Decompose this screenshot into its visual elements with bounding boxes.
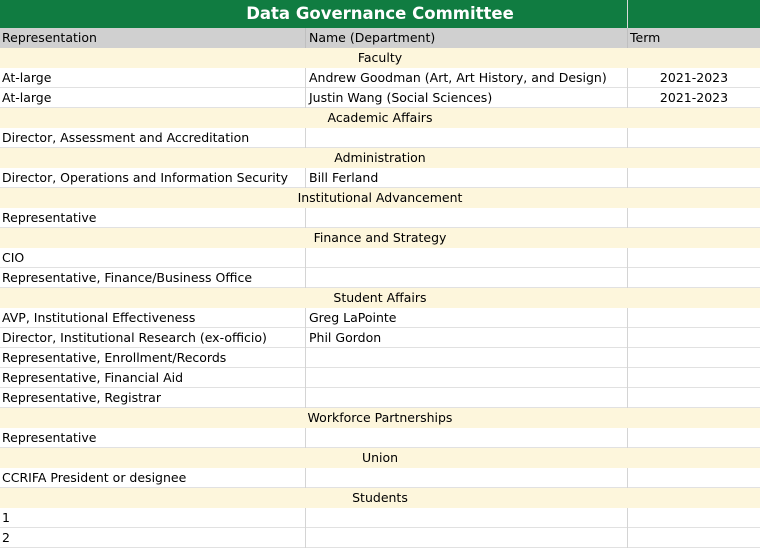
section-row[interactable] [0, 188, 760, 208]
term-cell[interactable] [627, 528, 760, 548]
section-row[interactable] [0, 288, 760, 308]
term-cell[interactable] [627, 168, 760, 188]
representation-cell[interactable]: Director, Institutional Research (ex-officio) [2, 330, 267, 345]
representation-cell[interactable]: At-large [2, 90, 52, 105]
section-label: Union [361, 450, 399, 465]
name-cell[interactable] [305, 128, 627, 148]
term-cell[interactable] [627, 368, 760, 388]
name-cell[interactable]: Andrew Goodman (Art, Art History, and Design) [305, 68, 627, 88]
representation-cell[interactable]: CIO [2, 250, 25, 265]
table-row [0, 68, 760, 88]
header-term[interactable]: Term [627, 28, 760, 48]
term-cell[interactable]: 2021-2023 [627, 88, 760, 108]
name-cell[interactable] [305, 528, 627, 548]
representation-cell[interactable]: Representative [2, 210, 97, 225]
section-row[interactable] [0, 108, 760, 128]
section-label: Institutional Advancement [297, 190, 463, 205]
grid-line [627, 0, 628, 28]
name-cell[interactable]: Bill Ferland [305, 168, 627, 188]
term-cell[interactable] [627, 388, 760, 408]
name-cell[interactable] [305, 508, 627, 528]
table-row [0, 168, 760, 188]
name-cell[interactable] [305, 428, 627, 448]
representation-cell[interactable]: Representative, Finance/Business Office [2, 270, 253, 285]
term-cell[interactable] [627, 248, 760, 268]
term-cell[interactable] [627, 348, 760, 368]
table-row [0, 468, 760, 488]
representation-cell[interactable]: 1 [2, 510, 10, 525]
section-row[interactable] [0, 228, 760, 248]
section-row[interactable] [0, 408, 760, 428]
name-cell[interactable] [305, 208, 627, 228]
section-row[interactable] [0, 148, 760, 168]
table-body [0, 48, 760, 548]
section-label: Administration [334, 150, 426, 165]
table-row [0, 328, 760, 348]
representation-cell[interactable]: Director, Operations and Information Security [2, 170, 289, 185]
sheet-title: Data Governance Committee [246, 4, 514, 23]
table-row [0, 428, 760, 448]
term-cell[interactable] [627, 208, 760, 228]
term-cell[interactable] [627, 508, 760, 528]
section-label: Student Affairs [333, 290, 427, 305]
name-cell[interactable]: Greg LaPointe [305, 308, 627, 328]
section-label: Academic Affairs [327, 110, 433, 125]
section-label: Students [352, 490, 408, 505]
table-row [0, 388, 760, 408]
table-row [0, 248, 760, 268]
section-row[interactable] [0, 488, 760, 508]
table-row [0, 308, 760, 328]
term-cell[interactable] [627, 128, 760, 148]
section-label: Faculty [357, 50, 403, 65]
table-row [0, 208, 760, 228]
term-cell[interactable] [627, 268, 760, 288]
representation-cell[interactable]: CCRIFA President or designee [2, 470, 187, 485]
representation-cell[interactable]: Representative [2, 430, 97, 445]
representation-cell[interactable]: Representative, Registrar [2, 390, 161, 405]
name-cell[interactable]: Justin Wang (Social Sciences) [305, 88, 627, 108]
representation-cell[interactable]: Representative, Financial Aid [2, 370, 184, 385]
section-label: Workforce Partnerships [307, 410, 453, 425]
term-cell[interactable] [627, 328, 760, 348]
representation-cell[interactable]: At-large [2, 70, 52, 85]
section-row[interactable] [0, 48, 760, 68]
title-row[interactable] [0, 0, 760, 28]
term-cell[interactable] [627, 428, 760, 448]
representation-cell[interactable]: Representative, Enrollment/Records [2, 350, 227, 365]
term-cell[interactable] [627, 308, 760, 328]
table-row [0, 368, 760, 388]
header-representation[interactable]: Representation [2, 30, 97, 45]
name-cell[interactable] [305, 268, 627, 288]
name-cell[interactable] [305, 368, 627, 388]
table-row [0, 128, 760, 148]
section-label: Finance and Strategy [313, 230, 447, 245]
table-row [0, 508, 760, 528]
table-row [0, 348, 760, 368]
representation-cell[interactable]: Director, Assessment and Accreditation [2, 130, 250, 145]
name-cell[interactable] [305, 248, 627, 268]
name-cell[interactable] [305, 388, 627, 408]
name-cell[interactable] [305, 468, 627, 488]
term-cell[interactable]: 2021-2023 [627, 68, 760, 88]
header-row [0, 28, 760, 48]
name-cell[interactable] [305, 348, 627, 368]
representation-cell[interactable]: AVP, Institutional Effectiveness [2, 310, 196, 325]
representation-cell[interactable]: 2 [2, 530, 10, 545]
table-row [0, 528, 760, 548]
header-name[interactable]: Name (Department) [305, 28, 627, 48]
table-row [0, 268, 760, 288]
name-cell[interactable]: Phil Gordon [305, 328, 627, 348]
term-cell[interactable] [627, 468, 760, 488]
section-row[interactable] [0, 448, 760, 468]
table-row [0, 88, 760, 108]
